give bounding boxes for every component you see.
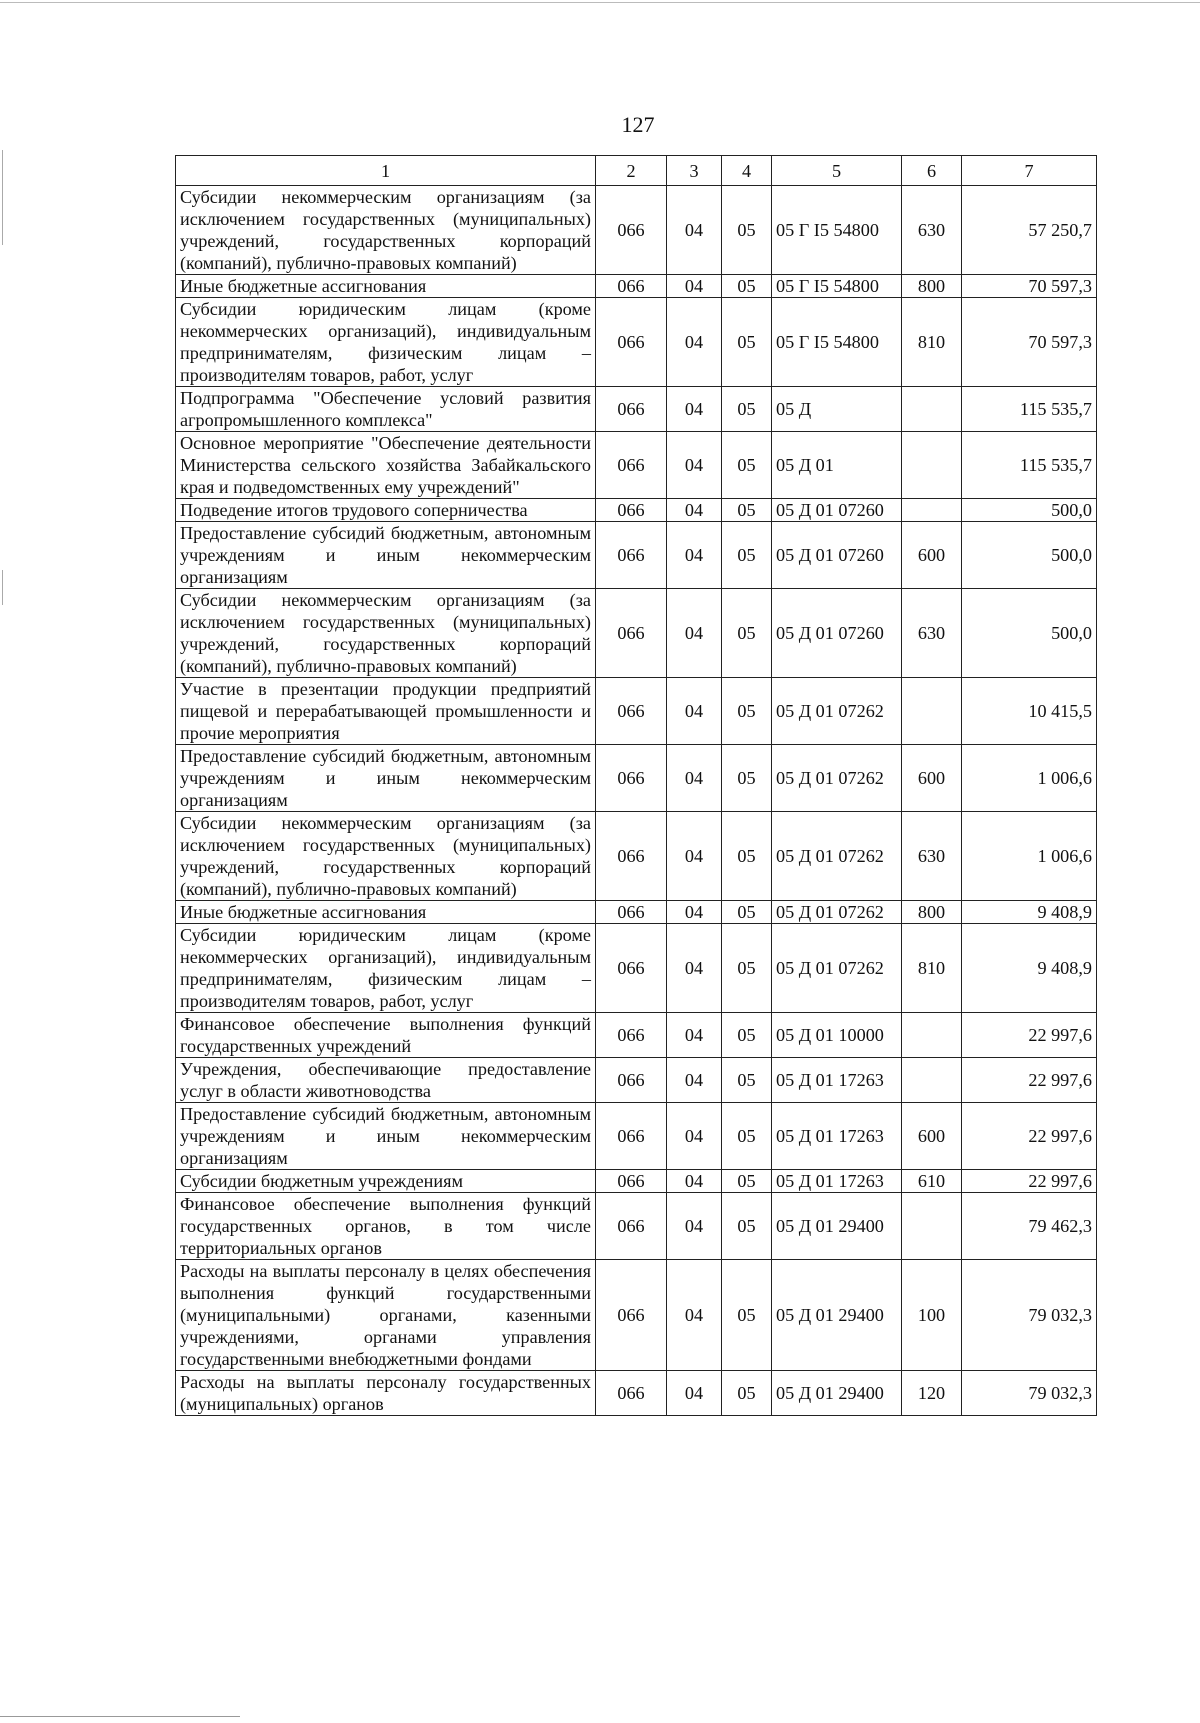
target-article-cell: 05 Д 01 17263 [772, 1170, 902, 1193]
section-cell: 04 [667, 812, 722, 901]
admin-code-cell: 066 [596, 589, 667, 678]
table-row [176, 1371, 1097, 1416]
section-cell: 04 [667, 1260, 722, 1371]
amount-cell: 22 997,6 [962, 1058, 1097, 1103]
row-name-cell: Субсидии некоммерческим организациям (за исключением государственных (муниципальных) учреждений, государственных корпораций (компаний), публично-правовых компаний) [176, 589, 596, 678]
admin-code-cell: 066 [596, 499, 667, 522]
page-number: 127 [621, 112, 655, 137]
subsection-cell: 05 [722, 812, 772, 901]
row-name-cell: Подпрограмма "Обеспечение условий развития агропромышленного комплекса" [176, 387, 596, 432]
table-row [176, 1058, 1097, 1103]
subsection-cell: 05 [722, 1058, 772, 1103]
admin-code-cell: 066 [596, 432, 667, 499]
target-article-cell: 05 Д 01 07262 [772, 678, 902, 745]
amount-cell: 22 997,6 [962, 1103, 1097, 1170]
expense-type-cell: 600 [902, 745, 962, 812]
target-article-cell: 05 Д 01 17263 [772, 1058, 902, 1103]
target-article-cell: 05 Д 01 07262 [772, 901, 902, 924]
amount-cell: 500,0 [962, 522, 1097, 589]
admin-code-cell: 066 [596, 1013, 667, 1058]
expense-type-cell [902, 499, 962, 522]
table-row [176, 1260, 1097, 1371]
amount-cell: 22 997,6 [962, 1013, 1097, 1058]
amount-cell: 70 597,3 [962, 275, 1097, 298]
subsection-cell: 05 [722, 298, 772, 387]
admin-code-cell: 066 [596, 1103, 667, 1170]
subsection-cell: 05 [722, 1103, 772, 1170]
expense-type-cell: 800 [902, 901, 962, 924]
target-article-cell: 05 Д 01 [772, 432, 902, 499]
table-header-row [176, 156, 1097, 186]
admin-code-cell: 066 [596, 275, 667, 298]
amount-cell: 79 032,3 [962, 1260, 1097, 1371]
expense-type-cell: 810 [902, 924, 962, 1013]
section-cell: 04 [667, 901, 722, 924]
expense-type-cell [902, 432, 962, 499]
admin-code-cell: 066 [596, 1193, 667, 1260]
target-article-cell: 05 Д 01 29400 [772, 1260, 902, 1371]
amount-cell: 57 250,7 [962, 186, 1097, 275]
section-cell: 04 [667, 387, 722, 432]
amount-cell: 22 997,6 [962, 1170, 1097, 1193]
section-cell: 04 [667, 1371, 722, 1416]
expense-type-cell: 600 [902, 1103, 962, 1170]
row-name-cell: Субсидии некоммерческим организациям (за исключением государственных (муниципальных) учреждений, государственных корпораций (компаний), публично-правовых компаний) [176, 812, 596, 901]
table-row [176, 745, 1097, 812]
amount-cell: 79 462,3 [962, 1193, 1097, 1260]
subsection-cell: 05 [722, 901, 772, 924]
table-row [176, 522, 1097, 589]
row-name-cell: Основное мероприятие "Обеспечение деятельности Министерства сельского хозяйства Забайкальского края и подведомственных ему учреждений" [176, 432, 596, 499]
subsection-cell: 05 [722, 1371, 772, 1416]
subsection-cell: 05 [722, 522, 772, 589]
admin-code-cell: 066 [596, 298, 667, 387]
expense-type-cell: 630 [902, 186, 962, 275]
expense-type-cell [902, 678, 962, 745]
row-name-cell: Учреждения, обеспечивающие предоставление услуг в области животноводства [176, 1058, 596, 1103]
row-name-cell: Субсидии некоммерческим организациям (за исключением государственных (муниципальных) учреждений, государственных корпораций (компаний), публично-правовых компаний) [176, 186, 596, 275]
row-name-cell: Субсидии бюджетным учреждениям [176, 1170, 596, 1193]
section-cell: 04 [667, 1058, 722, 1103]
amount-cell: 9 408,9 [962, 901, 1097, 924]
expense-type-cell [902, 1058, 962, 1103]
subsection-cell: 05 [722, 1260, 772, 1371]
row-name-cell: Иные бюджетные ассигнования [176, 275, 596, 298]
section-cell: 04 [667, 1103, 722, 1170]
subsection-cell: 05 [722, 387, 772, 432]
expense-type-cell [902, 1193, 962, 1260]
subsection-cell: 05 [722, 275, 772, 298]
amount-cell: 70 597,3 [962, 298, 1097, 387]
section-cell: 04 [667, 186, 722, 275]
amount-cell: 500,0 [962, 499, 1097, 522]
header-cell: 5 [772, 156, 902, 186]
amount-cell: 9 408,9 [962, 924, 1097, 1013]
row-name-cell: Участие в презентации продукции предприятий пищевой и перерабатывающей промышленности и прочие мероприятия [176, 678, 596, 745]
amount-cell: 79 032,3 [962, 1371, 1097, 1416]
row-name-cell: Финансовое обеспечение выполнения функций государственных органов, в том числе территориальных органов [176, 1193, 596, 1260]
section-cell: 04 [667, 678, 722, 745]
row-name-cell: Предоставление субсидий бюджетным, автономным учреждениям и иным некоммерческим организациям [176, 522, 596, 589]
section-cell: 04 [667, 924, 722, 1013]
row-name-cell: Предоставление субсидий бюджетным, автономным учреждениям и иным некоммерческим организациям [176, 745, 596, 812]
expense-type-cell: 630 [902, 589, 962, 678]
subsection-cell: 05 [722, 745, 772, 812]
header-cell: 2 [596, 156, 667, 186]
target-article-cell: 05 Д 01 07260 [772, 589, 902, 678]
section-cell: 04 [667, 1013, 722, 1058]
admin-code-cell: 066 [596, 1371, 667, 1416]
section-cell: 04 [667, 1193, 722, 1260]
row-name-cell: Предоставление субсидий бюджетным, автономным учреждениям и иным некоммерческим организациям [176, 1103, 596, 1170]
scan-bottom-edge [0, 1716, 240, 1717]
target-article-cell: 05 Д 01 07262 [772, 812, 902, 901]
expense-type-cell: 100 [902, 1260, 962, 1371]
table-row [176, 678, 1097, 745]
scan-edge-mark [2, 570, 3, 605]
table-row [176, 387, 1097, 432]
expense-type-cell [902, 1013, 962, 1058]
admin-code-cell: 066 [596, 1170, 667, 1193]
table-row [176, 901, 1097, 924]
scan-edge-mark [2, 150, 3, 245]
expense-type-cell: 800 [902, 275, 962, 298]
target-article-cell: 05 Г I5 54800 [772, 275, 902, 298]
target-article-cell: 05 Д 01 07262 [772, 745, 902, 812]
scan-top-edge [0, 2, 1200, 3]
section-cell: 04 [667, 275, 722, 298]
subsection-cell: 05 [722, 1193, 772, 1260]
section-cell: 04 [667, 1170, 722, 1193]
target-article-cell: 05 Г I5 54800 [772, 298, 902, 387]
admin-code-cell: 066 [596, 745, 667, 812]
header-cell: 3 [667, 156, 722, 186]
expense-type-cell: 600 [902, 522, 962, 589]
table-row [176, 499, 1097, 522]
row-name-cell: Субсидии юридическим лицам (кроме некоммерческих организаций), индивидуальным предпринимателям, физическим лицам – производителям товаров, работ, услуг [176, 924, 596, 1013]
expense-type-cell: 120 [902, 1371, 962, 1416]
table-row [176, 1013, 1097, 1058]
section-cell: 04 [667, 522, 722, 589]
subsection-cell: 05 [722, 499, 772, 522]
amount-cell: 10 415,5 [962, 678, 1097, 745]
table-row [176, 275, 1097, 298]
amount-cell: 115 535,7 [962, 387, 1097, 432]
target-article-cell: 05 Д 01 29400 [772, 1193, 902, 1260]
header-cell: 7 [962, 156, 1097, 186]
table-row [176, 1103, 1097, 1170]
row-name-cell: Иные бюджетные ассигнования [176, 901, 596, 924]
header-cell: 4 [722, 156, 772, 186]
section-cell: 04 [667, 499, 722, 522]
expense-type-cell: 630 [902, 812, 962, 901]
budget-table [175, 155, 1097, 1416]
admin-code-cell: 066 [596, 812, 667, 901]
target-article-cell: 05 Д 01 10000 [772, 1013, 902, 1058]
subsection-cell: 05 [722, 1013, 772, 1058]
subsection-cell: 05 [722, 1170, 772, 1193]
amount-cell: 500,0 [962, 589, 1097, 678]
admin-code-cell: 066 [596, 1260, 667, 1371]
target-article-cell: 05 Д 01 07262 [772, 924, 902, 1013]
target-article-cell: 05 Д [772, 387, 902, 432]
table-row [176, 1170, 1097, 1193]
expense-type-cell: 810 [902, 298, 962, 387]
target-article-cell: 05 Г I5 54800 [772, 186, 902, 275]
table-row [176, 1193, 1097, 1260]
subsection-cell: 05 [722, 678, 772, 745]
table-row [176, 924, 1097, 1013]
table-row [176, 298, 1097, 387]
row-name-cell: Расходы на выплаты персоналу в целях обеспечения выполнения функций государственными (муниципальными) органами, казенными учреждениями, органами управления государственными внебюджетными фондами [176, 1260, 596, 1371]
target-article-cell: 05 Д 01 17263 [772, 1103, 902, 1170]
row-name-cell: Подведение итогов трудового соперничества [176, 499, 596, 522]
admin-code-cell: 066 [596, 1058, 667, 1103]
admin-code-cell: 066 [596, 387, 667, 432]
section-cell: 04 [667, 745, 722, 812]
header-cell: 6 [902, 156, 962, 186]
target-article-cell: 05 Д 01 07260 [772, 499, 902, 522]
subsection-cell: 05 [722, 186, 772, 275]
subsection-cell: 05 [722, 589, 772, 678]
admin-code-cell: 066 [596, 901, 667, 924]
table-row [176, 589, 1097, 678]
amount-cell: 115 535,7 [962, 432, 1097, 499]
expense-type-cell [902, 387, 962, 432]
target-article-cell: 05 Д 01 29400 [772, 1371, 902, 1416]
header-cell: 1 [176, 156, 596, 186]
section-cell: 04 [667, 432, 722, 499]
row-name-cell: Расходы на выплаты персоналу государственных (муниципальных) органов [176, 1371, 596, 1416]
expense-type-cell: 610 [902, 1170, 962, 1193]
section-cell: 04 [667, 298, 722, 387]
admin-code-cell: 066 [596, 186, 667, 275]
admin-code-cell: 066 [596, 522, 667, 589]
amount-cell: 1 006,6 [962, 745, 1097, 812]
row-name-cell: Субсидии юридическим лицам (кроме некоммерческих организаций), индивидуальным предпринимателям, физическим лицам – производителям товаров, работ, услуг [176, 298, 596, 387]
subsection-cell: 05 [722, 924, 772, 1013]
section-cell: 04 [667, 589, 722, 678]
subsection-cell: 05 [722, 432, 772, 499]
row-name-cell: Финансовое обеспечение выполнения функций государственных учреждений [176, 1013, 596, 1058]
table-row [176, 186, 1097, 275]
table-row [176, 432, 1097, 499]
admin-code-cell: 066 [596, 924, 667, 1013]
target-article-cell: 05 Д 01 07260 [772, 522, 902, 589]
amount-cell: 1 006,6 [962, 812, 1097, 901]
table-row [176, 812, 1097, 901]
admin-code-cell: 066 [596, 678, 667, 745]
